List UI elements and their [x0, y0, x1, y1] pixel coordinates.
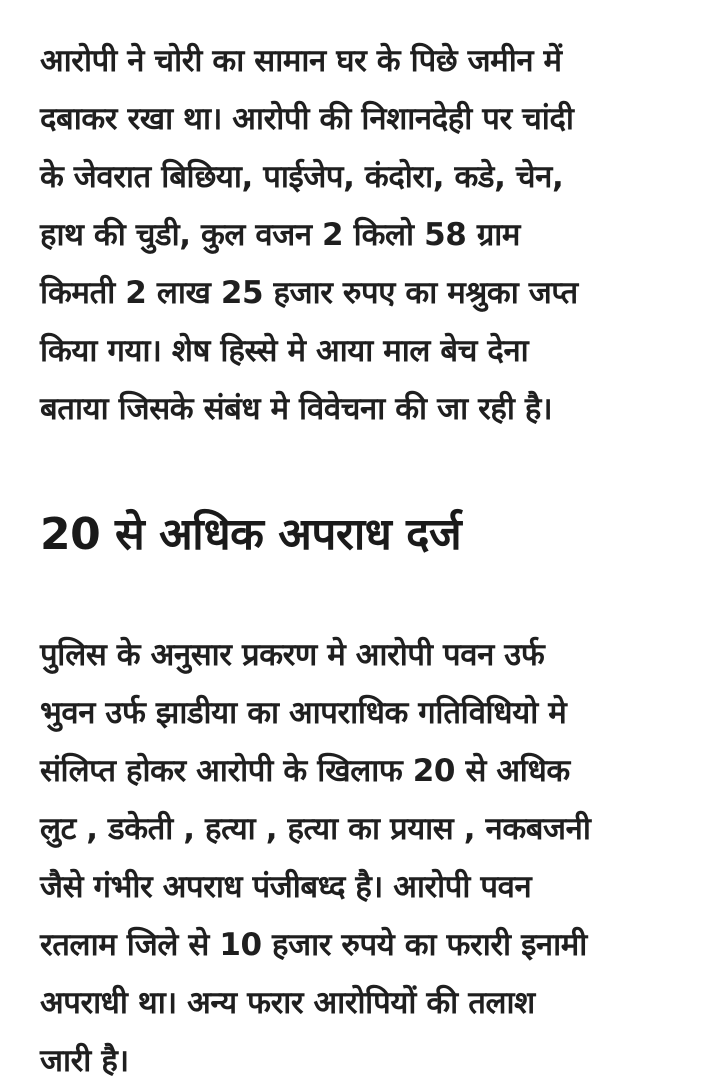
paragraph-line: रतलाम जिले से 10 हजार रुपये का फरारी इनामी: [40, 927, 587, 963]
paragraph-line: बताया जिसके संबंध मे विवेचना की जा रही है।: [40, 391, 553, 427]
paragraph-line: जैसे गंभीर अपराध पंजीबध्द है। आरोपी पवन: [40, 869, 532, 905]
paragraph-line: जारी है।: [40, 1043, 129, 1079]
section-heading: 20 से अधिक अपराध दर्ज: [40, 509, 462, 560]
paragraph-line: लुट , डकेती , हत्या , हत्या का प्रयास , नकबजनी: [40, 811, 591, 847]
paragraph-line: किमती 2 लाख 25 हजार रुपए का मश्रुका जप्त: [40, 275, 578, 311]
paragraph-line: किया गया। शेष हिस्से मे आया माल बेच देना: [40, 333, 529, 369]
article-paragraph-recovery: [40, 32, 695, 438]
paragraph-line: अपराधी था। अन्य फरार आरोपियों की तलाश: [40, 985, 535, 1021]
paragraph-line: आरोपी ने चोरी का सामान घर के पिछे जमीन में: [40, 43, 562, 79]
paragraph-line: हाथ की चुडी, कुल वजन 2 किलो 58 ग्राम: [40, 217, 521, 253]
article-paragraph-criminal-record: [40, 626, 695, 1090]
paragraph-line: भुवन उर्फ झाडीया का आपराधिक गतिविधियो मे: [40, 695, 567, 731]
paragraph-line: दबाकर रखा था। आरोपी की निशानदेही पर चांदी: [40, 101, 574, 137]
paragraph-line: पुलिस के अनुसार प्रकरण मे आरोपी पवन उर्फ: [40, 637, 545, 673]
paragraph-line: संलिप्त होकर आरोपी के खिलाफ 20 से अधिक: [40, 753, 570, 789]
paragraph-line: के जेवरात बिछिया, पाईजेप, कंदोरा, कडे, चेन,: [40, 159, 564, 195]
